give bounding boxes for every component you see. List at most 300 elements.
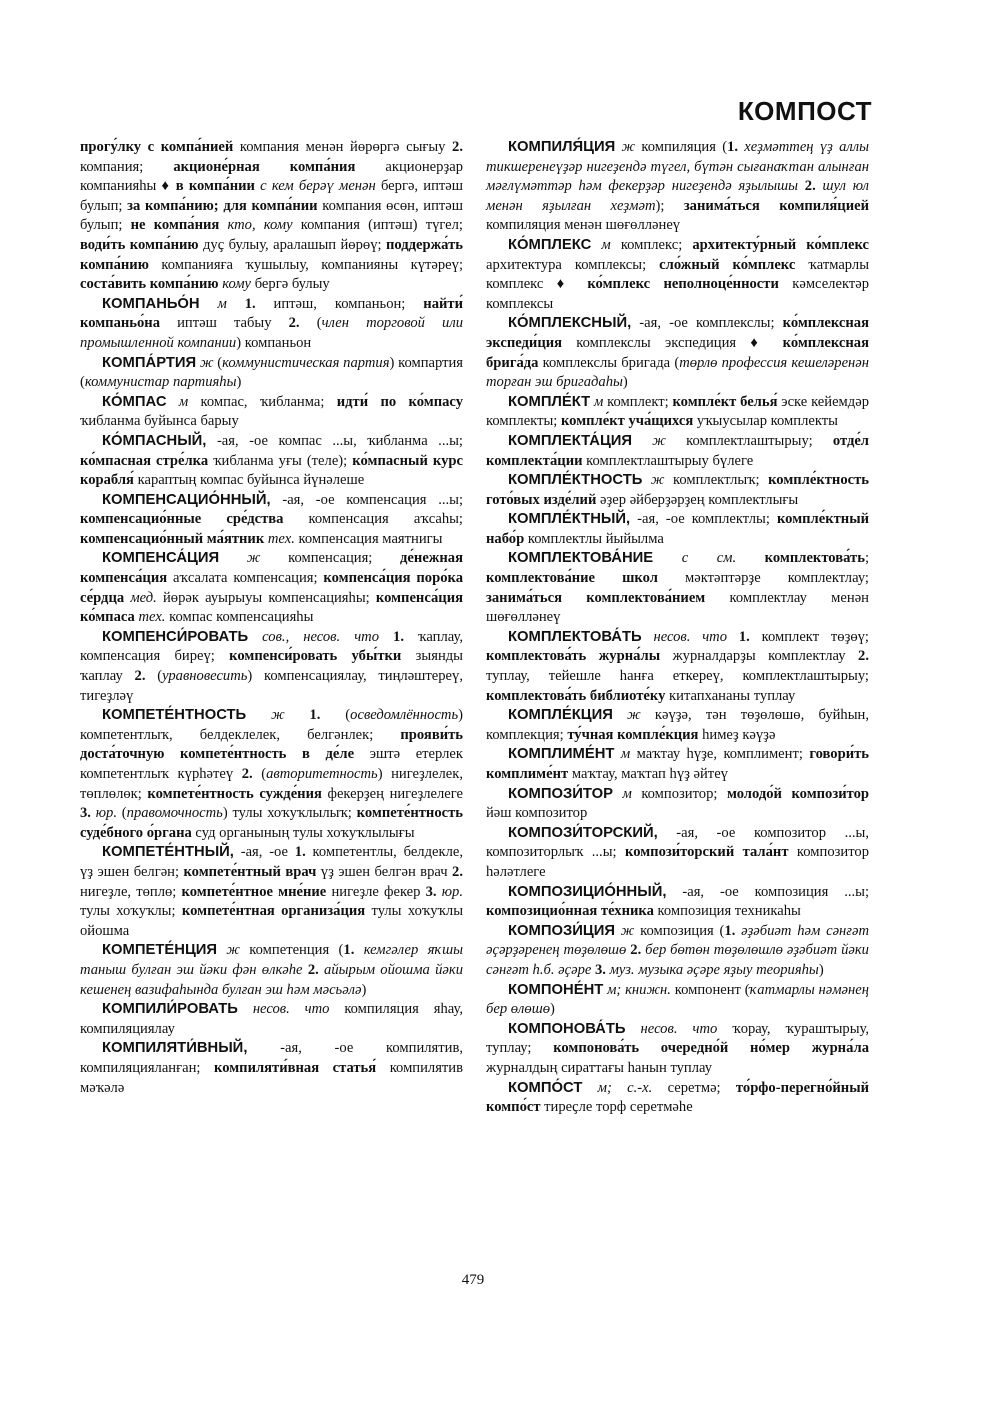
example-phrase: компле́кт уча́щихся: [560, 413, 694, 430]
dictionary-entry: [486, 393, 869, 432]
dictionary-entry: [80, 295, 463, 354]
entry-text: -ая, -ое комплектлы;: [630, 511, 777, 528]
entry-text: компанияға ҡушылыу, компанияны күтәреү;: [148, 256, 463, 273]
dictionary-entry: [486, 549, 869, 627]
entry-text: иптәш табыу: [160, 315, 289, 332]
entry-text: компенсация маятнигы: [294, 530, 443, 547]
entry-text: китапхананы туплау: [665, 687, 796, 704]
entry-headword: КОМПОЗИ́ТОРСКИЙ,: [508, 824, 658, 841]
dictionary-entry: [486, 471, 869, 510]
example-phrase: 2.: [804, 178, 816, 195]
entry-text: [642, 472, 651, 488]
example-phrase: ту́чная компле́кция: [567, 726, 699, 743]
dictionary-entry: [80, 1039, 463, 1098]
entry-text: [736, 550, 765, 566]
entry-text: -ая, -ое компас ...ы, ҡибланма ...ы;: [206, 432, 463, 449]
example-phrase: поддержа́ть компа́нию: [80, 236, 463, 273]
example-phrase: ко́мплексная экспеди́ция: [486, 315, 869, 351]
grammar-note: кто, кому: [227, 217, 293, 234]
entry-text: ): [236, 374, 242, 391]
example-phrase: ко́мпасный курс корабля́: [80, 452, 464, 489]
entry-headword: КОМПЕНСА́ЦИЯ: [102, 550, 220, 567]
example-phrase: компенса́ция ко́мпаса: [80, 589, 463, 626]
entry-text: компиляция (: [635, 139, 728, 155]
example-phrase: архитекту́рный ко́мплекс: [692, 236, 870, 253]
example-phrase: компенса́ция поро́ка се́рдца: [80, 570, 464, 606]
entry-headword: КОМПЛЕ́КЦИЯ: [508, 707, 613, 724]
example-phrase: комплектова́ть: [764, 550, 865, 567]
entry-text: ): [818, 961, 824, 978]
entry-text: [626, 1021, 641, 1037]
example-phrase: 2.: [241, 766, 253, 782]
entry-text: компенсация аҡсаһы;: [283, 511, 463, 528]
entry-headword: КОМПА́РТИЯ: [102, 354, 197, 371]
grammar-note: тех.: [267, 530, 295, 547]
grammar-note: коммунистическая партия: [222, 354, 390, 371]
dictionary-entry: [80, 941, 463, 1000]
entry-text: зыянды ҡаплау: [80, 648, 463, 685]
entry-text: композиция техникаһы: [653, 903, 801, 920]
entry-text: комплекс;: [610, 236, 693, 253]
entry-text: -ая, -ое композиция ...ы;: [666, 883, 869, 900]
entry-text: -ая, -ое комплекслы;: [631, 315, 783, 332]
example-phrase: компете́нтное мне́ние: [181, 883, 327, 900]
entry-text: [642, 629, 654, 645]
example-phrase: 1.: [738, 628, 750, 645]
dictionary-entry: [80, 393, 463, 432]
example-phrase: комплектова́ть библиоте́ку: [486, 687, 666, 704]
example-phrase: компонова́ть очередно́й но́мер журна́ла: [553, 1040, 870, 1057]
grammar-note: кому: [222, 276, 252, 293]
entry-headword: КО́МПАС: [102, 393, 167, 410]
dictionary-entry: [486, 1020, 869, 1079]
entry-text: тулы хоҡуҡлы ойошма: [80, 903, 464, 939]
entry-text: (: [320, 707, 351, 724]
dictionary-entry: [486, 432, 869, 471]
dictionary-entry: [486, 510, 869, 549]
entry-text: композиция (: [634, 922, 725, 939]
dictionary-entry: [80, 843, 463, 941]
entry-text: ҡорау, ҡураштырыу, туплау;: [486, 1020, 869, 1057]
example-phrase: молодо́й компози́тор: [726, 785, 870, 802]
grammar-note: ж: [246, 550, 261, 567]
example-phrase: компенси́ровать убы́тки: [229, 648, 402, 665]
entry-text: ;: [864, 550, 869, 567]
entry-text: [246, 707, 271, 723]
example-phrase: найти́ компаньо́на: [80, 295, 463, 332]
grammar-note: уравновесить: [162, 668, 248, 685]
example-phrase: компете́нтный врач: [183, 863, 317, 880]
entry-text: туплау, тейешле һанға еткереү, комплектлаштырыу;: [486, 668, 869, 685]
entry-text: ) компартия (: [80, 354, 464, 391]
example-phrase: прояви́ть доста́точную компете́нтность в де́ле: [80, 726, 463, 763]
entry-text: компас компенсацияһы: [165, 609, 314, 626]
entry-text: әҙер әйберҙәрҙең комплектлығы: [596, 491, 799, 508]
grammar-note: ж: [199, 354, 214, 371]
example-phrase: води́ть компа́нию: [80, 236, 199, 253]
grammar-note: м; с.-х.: [597, 1079, 653, 1096]
entry-text: ) компетентлыҡ, белдеклелек, белгәнлек;: [80, 707, 463, 743]
entry-text: журналдың сираттағы һанын туплау: [486, 1059, 713, 1076]
entry-text: [227, 296, 245, 312]
example-phrase: прогу́лку с компа́нией: [80, 139, 234, 155]
dictionary-entry: [80, 138, 463, 295]
dictionary-entry: [80, 706, 463, 843]
entry-text: ҡибланма уғы (теле);: [208, 452, 353, 469]
entry-text: компенсация;: [260, 550, 401, 567]
entry-text: комплекслы бригада (: [538, 354, 680, 371]
entry-text: тулы хоҡуҡлы;: [80, 903, 182, 920]
grammar-note: с кем берәү менән: [260, 178, 376, 195]
dictionary-entry: [486, 1079, 869, 1118]
entry-text: акционерҙар компанияһы ♦: [80, 158, 463, 195]
entry-text: һимеҙ кәүҙә: [698, 726, 776, 743]
grammar-note: м; книжн.: [607, 981, 671, 998]
entry-text: йәш композитор: [486, 805, 588, 822]
grammar-note: с см.: [681, 550, 737, 567]
entry-text: фекерҙең нигеҙлелеге: [321, 785, 464, 802]
example-phrase: комплектова́ние школ: [486, 570, 658, 587]
grammar-note: несов. что: [653, 628, 728, 645]
entry-text: ҡатмарлы комплекс ♦: [486, 256, 870, 293]
entry-headword: КОМПЛЕ́КТНОСТЬ: [508, 472, 643, 489]
entry-text: ) компаньон: [236, 334, 312, 351]
grammar-note: шул юл менән яҙылған хеҙмәт: [486, 178, 870, 214]
entry-text: [379, 629, 393, 645]
example-phrase: не компа́ния: [130, 217, 220, 234]
entry-headword: КОМПЕНСИ́РОВАТЬ: [102, 628, 249, 645]
example-phrase: компле́ктность гото́вых изде́лий: [486, 472, 869, 508]
entry-text: ): [622, 374, 628, 391]
entry-text: ) компенсациялау, тиңләштереү, тигеҙләү: [80, 668, 463, 704]
dictionary-entry: [80, 628, 463, 706]
entry-headword: КОМПОЗИ́ТОР: [508, 785, 613, 802]
example-phrase: 1.: [724, 922, 736, 939]
dictionary-entry: [486, 138, 869, 236]
dictionary-entry: [486, 628, 869, 706]
grammar-note: м: [601, 236, 611, 253]
example-phrase: компиляти́вная статья́: [213, 1059, 377, 1076]
entry-text: );: [655, 197, 684, 214]
entry-text: компания менән йөрөргә сығыу: [233, 139, 453, 155]
example-phrase: 2.: [452, 863, 463, 880]
dictionary-entry: [80, 491, 463, 550]
entry-text: маҡтау һүҙе, комплимент;: [630, 746, 810, 763]
grammar-note: ҡатмарлы нәмәнең бер өлөшө: [486, 981, 869, 1018]
dictionary-entry: [486, 745, 869, 784]
entry-text: [167, 394, 179, 410]
left-column: [80, 138, 463, 1098]
example-phrase: комплектова́ть журна́лы: [486, 648, 661, 665]
example-phrase: 2.: [858, 648, 869, 665]
example-phrase: 1.: [294, 844, 306, 861]
entry-headword: КОМПЛЕКТОВА́ТЬ: [508, 628, 642, 645]
entry-text: караптың компас буйынса йүнәлеше: [133, 472, 365, 489]
entry-text: нигеҙле фекер: [326, 883, 426, 900]
entry-text: тиреҫле торф серетмәһе: [540, 1099, 693, 1116]
entry-headword: КОМПО́СТ: [508, 1079, 583, 1096]
entry-text: -ая, -ое компенсация ...ы;: [270, 491, 463, 508]
entry-text: компиляция менән шөғөлләнеү: [486, 217, 681, 234]
entry-text: [285, 707, 310, 723]
grammar-note: юр.: [441, 883, 463, 900]
entry-text: компиляция яһау, компиляциялау: [80, 1001, 463, 1037]
example-phrase: 1.: [727, 139, 739, 155]
entry-text: [354, 942, 363, 958]
entry-text: уҡыусылар комплекты: [693, 413, 838, 430]
entry-text: комплектлы йыйылма: [524, 530, 664, 547]
example-phrase: занима́ться компиля́цией: [683, 197, 869, 214]
grammar-note: несов. что: [640, 1020, 718, 1037]
grammar-note: м: [178, 393, 189, 410]
grammar-note: төрлө профессия кешеләренән торған эш бригадаһы: [486, 354, 870, 391]
grammar-note: м: [217, 295, 227, 312]
grammar-note: әҙәбиәт һәм сәнғәт әҫәрҙәренең төҙөлөшө: [486, 922, 869, 959]
example-phrase: компете́нтность суде́бного о́ргана: [80, 805, 463, 841]
example-phrase: ко́мплекс неполноце́нности: [587, 276, 779, 293]
entry-text: [613, 707, 627, 723]
grammar-note: м: [594, 393, 604, 410]
entry-text: эске кейемдәр комплекты;: [486, 393, 869, 430]
entry-text: ҡибланма буйынса барыу: [80, 413, 239, 430]
entry-headword: КОМПОНОВА́ТЬ: [508, 1020, 626, 1037]
example-phrase: компете́нтная организа́ция: [181, 903, 366, 920]
dictionary-entry: [80, 354, 463, 393]
dictionary-entry: [486, 883, 869, 922]
entry-text: комплектлаштырыу;: [665, 432, 833, 449]
entry-text: үҙ эшен белгән врач: [316, 863, 453, 880]
grammar-note: осведомлённость: [350, 707, 459, 724]
right-column: [486, 138, 869, 1118]
example-phrase: ко́мпасная стре́лка: [80, 452, 209, 469]
entry-text: аҡсалата компенсация;: [167, 570, 324, 587]
entry-text: (: [213, 354, 223, 371]
grammar-note: ж: [620, 922, 635, 939]
example-phrase: ко́мплексная брига́да: [486, 334, 869, 371]
example-phrase: за компа́нию; для компа́нии: [127, 197, 318, 214]
entry-text: комплект төҙөү;: [749, 628, 869, 645]
example-phrase: компете́нтность сужде́ния: [147, 785, 322, 802]
entry-text: ) тулы хоҡуҡлылыҡ;: [222, 805, 357, 822]
dictionary-entry: [486, 981, 869, 1020]
grammar-note: мед.: [130, 589, 157, 606]
dictionary-entry: [486, 824, 869, 883]
example-phrase: 1.: [343, 942, 355, 959]
entry-text: бергә булыу: [251, 276, 330, 293]
example-phrase: 2.: [630, 942, 642, 959]
grammar-note: член торговой или промышленной компании: [80, 315, 464, 351]
dictionary-entry: [80, 1000, 463, 1039]
entry-text: иптәш, компаньон;: [255, 295, 424, 312]
example-phrase: 2.: [452, 139, 463, 155]
entry-text: ): [550, 1001, 555, 1018]
dictionary-entry: [486, 314, 869, 392]
example-phrase: то́рфо-перегно́йный компо́ст: [486, 1079, 869, 1116]
example-phrase: 2.: [288, 315, 300, 332]
example-phrase: компенсацио́нные сре́дства: [80, 511, 284, 528]
entry-text: компетенция (: [239, 942, 344, 959]
entry-headword: КО́МПЛЕКС: [508, 236, 592, 253]
example-phrase: соста́вить компа́нию: [80, 276, 219, 293]
example-phrase: занима́ться комплектова́нием: [486, 589, 706, 606]
example-phrase: компле́ктный набо́р: [486, 511, 869, 547]
entry-text: журналдарҙы комплектлау: [660, 648, 859, 665]
entry-text: [816, 178, 823, 194]
example-phrase: 1.: [244, 295, 256, 312]
entry-text: кәмселектәр комплексы: [486, 276, 869, 312]
example-phrase: компле́кт белья́: [672, 393, 778, 410]
entry-text: нигеҙле, төплө;: [80, 883, 182, 900]
entry-text: серетмә;: [652, 1079, 736, 1096]
entry-text: композитор;: [631, 785, 727, 802]
grammar-note: коммунистар партияһы: [84, 374, 237, 391]
entry-headword: КОМПИЛЯ́ЦИЯ: [508, 139, 616, 155]
example-phrase: компози́торский тала́нт: [624, 844, 789, 861]
grammar-note: кемгәлер яҡшы таныш булған эш йәки фән өлкәһе: [80, 942, 463, 978]
entry-text: композитор һәләтлеге: [486, 844, 869, 880]
grammar-note: ж: [621, 139, 636, 155]
entry-text: комплект;: [603, 393, 673, 410]
example-phrase: композицио́нная те́хника: [486, 903, 654, 920]
entry-text: [200, 296, 218, 312]
entry-text: эштә етерлек компетентлыҡ күрһәтеү: [80, 746, 463, 782]
grammar-note: сов., несов. что: [262, 628, 379, 645]
example-phrase: 1.: [393, 628, 404, 645]
entry-text: маҡтау, маҡтап һүҙ әйтеү: [568, 766, 728, 782]
entry-headword: КОМПЛЕ́КТ: [508, 393, 591, 410]
entry-headword: КОМПОЗИ́ЦИЯ: [508, 922, 615, 939]
grammar-note: ж: [627, 707, 641, 724]
entry-text: компонент (: [670, 981, 750, 998]
entry-headword: КОМПЛИМЕ́НТ: [508, 746, 615, 763]
entry-headword: КОМПОНЕ́НТ: [508, 981, 604, 998]
entry-headword: КОМПЕТЕ́НЦИЯ: [102, 942, 218, 959]
grammar-note: муз. музыка әҫәре яҙыу теорияһы: [609, 961, 819, 978]
running-head: КОМПОСТ: [737, 96, 872, 126]
grammar-note: м: [620, 746, 631, 763]
page-number: 479: [461, 1272, 485, 1288]
example-phrase: акционе́рная компа́ния: [173, 158, 356, 175]
entry-text: йөрәк ауырыуы компенсацияһы;: [156, 589, 376, 606]
grammar-note: юр.: [95, 805, 117, 822]
entry-text: комплектлыҡ;: [664, 472, 769, 489]
entry-text: компания;: [80, 158, 174, 175]
grammar-note: авторитетность: [266, 766, 378, 782]
dictionary-entry: [80, 549, 463, 627]
entry-text: -ая, -ое композитор ...ы, композиторлыҡ ...ы;: [486, 824, 869, 861]
example-phrase: 3.: [80, 805, 91, 822]
entry-text: [591, 237, 601, 253]
grammar-note: правомочность: [126, 805, 223, 822]
example-phrase: 3.: [425, 883, 437, 900]
example-phrase: отде́л комплекта́ции: [486, 432, 869, 469]
entry-text: [653, 550, 682, 566]
entry-text: компетентлы, белдекле, үҙ эшен белгән;: [80, 844, 463, 880]
example-phrase: компенсацио́нный ма́ятник: [80, 530, 265, 547]
grammar-note: ж: [226, 942, 240, 959]
grammar-note: тех.: [138, 609, 166, 626]
grammar-note: ж: [652, 432, 666, 449]
example-phrase: де́нежная компенса́ция: [80, 550, 463, 587]
entry-text: бергә, иптәш булып;: [80, 178, 463, 214]
example-phrase: 2.: [307, 961, 319, 978]
entry-text: [632, 433, 652, 449]
example-phrase: говори́ть комплиме́нт: [486, 746, 869, 782]
entry-headword: КО́МПЛЕКСНЫЙ,: [508, 315, 632, 332]
entry-text: [582, 1080, 597, 1096]
entry-text: мәктәптәрҙе комплектлау;: [657, 570, 869, 587]
entry-text: компас, ҡибланма;: [188, 393, 337, 410]
grammar-note: хеҙмәттең үҙ аллы тикшеренеүҙәр нигеҙендә түгел, бүтән сығанаҡтан алынған мәғлүмәттәр һәм фекерҙәр нигеҙендә яҙылышы: [486, 139, 869, 195]
entry-headword: КОМПИЛИ́РОВАТЬ: [102, 1001, 238, 1018]
grammar-note: несов. что: [252, 1001, 330, 1018]
example-phrase: 3.: [595, 961, 606, 978]
entry-headword: КОМПЕТЕ́НТНОСТЬ: [102, 707, 247, 724]
grammar-note: м: [622, 785, 632, 802]
entry-text: (: [117, 805, 127, 822]
entry-text: комплекслы экспедиция ♦: [562, 334, 783, 351]
entry-text: [727, 629, 739, 645]
example-phrase: 2.: [134, 668, 146, 685]
entry-text: дуҫ булыу, аралашып йөрөү;: [198, 236, 386, 253]
example-phrase: в компа́нии: [175, 178, 255, 195]
entry-text: [248, 629, 262, 645]
grammar-note: ж: [271, 707, 285, 724]
example-phrase: 1.: [309, 707, 321, 724]
dictionary-entry: [486, 236, 869, 314]
entry-headword: КОМПЛЕКТА́ЦИЯ: [508, 432, 633, 449]
entry-headword: КО́МПАСНЫЙ,: [102, 432, 207, 449]
entry-headword: КОМПЛЕКТОВА́НИЕ: [508, 550, 654, 567]
entry-text: (: [145, 668, 163, 685]
dictionary-entry: [486, 706, 869, 745]
entry-headword: КОМПЛЕ́КТНЫЙ,: [508, 511, 631, 528]
grammar-note: айырым ойошма йәки кешенең вазифаһында булған эш һәм мәсьәлә: [80, 961, 463, 998]
entry-headword: КОМПИЛЯТИ́ВНЫЙ,: [102, 1040, 248, 1057]
entry-text: компилятив мәҡәлә: [80, 1059, 463, 1096]
dictionary-entry: [486, 785, 869, 824]
entry-text: [219, 550, 247, 566]
grammar-note: ж: [650, 472, 665, 489]
entry-headword: КОМПАНЬО́Н: [102, 295, 200, 312]
entry-text: компания өсөн, иптәш булып;: [80, 197, 463, 234]
entry-headword: КОМПЕТЕ́НТНЫЙ,: [102, 844, 234, 861]
example-phrase: сло́жный ко́мплекс: [659, 256, 796, 273]
entry-text: [798, 178, 805, 194]
entry-text: комплектлаштырыу бүлеге: [582, 452, 754, 469]
entry-headword: КОМПЕНСАЦИО́ННЫЙ,: [102, 491, 271, 508]
entry-text: [238, 1001, 253, 1017]
dictionary-entry: [80, 432, 463, 491]
entry-text: архитектура комплексы;: [486, 256, 660, 273]
entry-text: (: [299, 315, 322, 332]
entry-text: ) нигеҙлелек, төплөлөк;: [80, 766, 463, 802]
example-phrase: идти́ по ко́мпасу: [336, 393, 463, 410]
grammar-note: бер бөтөн төҙөлөшлө әҙәбиәт йәки сәнғәт һ.б. әҫәре: [486, 942, 869, 978]
entry-text: комплектлау менән шөғөлләнеү: [486, 589, 869, 626]
entry-text: (: [252, 766, 267, 782]
entry-text: -ая, -ое: [233, 844, 295, 861]
entry-headword: КОМПОЗИЦИО́ННЫЙ,: [508, 883, 667, 900]
entry-text: компания (иптәш) түгел;: [292, 217, 463, 234]
entry-text: суд органының тулы хоҡуҡлылығы: [191, 824, 415, 841]
entry-text: ): [361, 981, 367, 998]
entry-text: -ая, -ое компилятив, компиляцияланған;: [80, 1040, 463, 1076]
entry-text: ҡаплау, компенсация биреү;: [80, 628, 463, 665]
dictionary-entry: [486, 922, 869, 981]
entry-text: [217, 942, 226, 958]
entry-text: кәүҙә, тән төҙөлөшө, буйһын, комплекция;: [486, 707, 869, 743]
